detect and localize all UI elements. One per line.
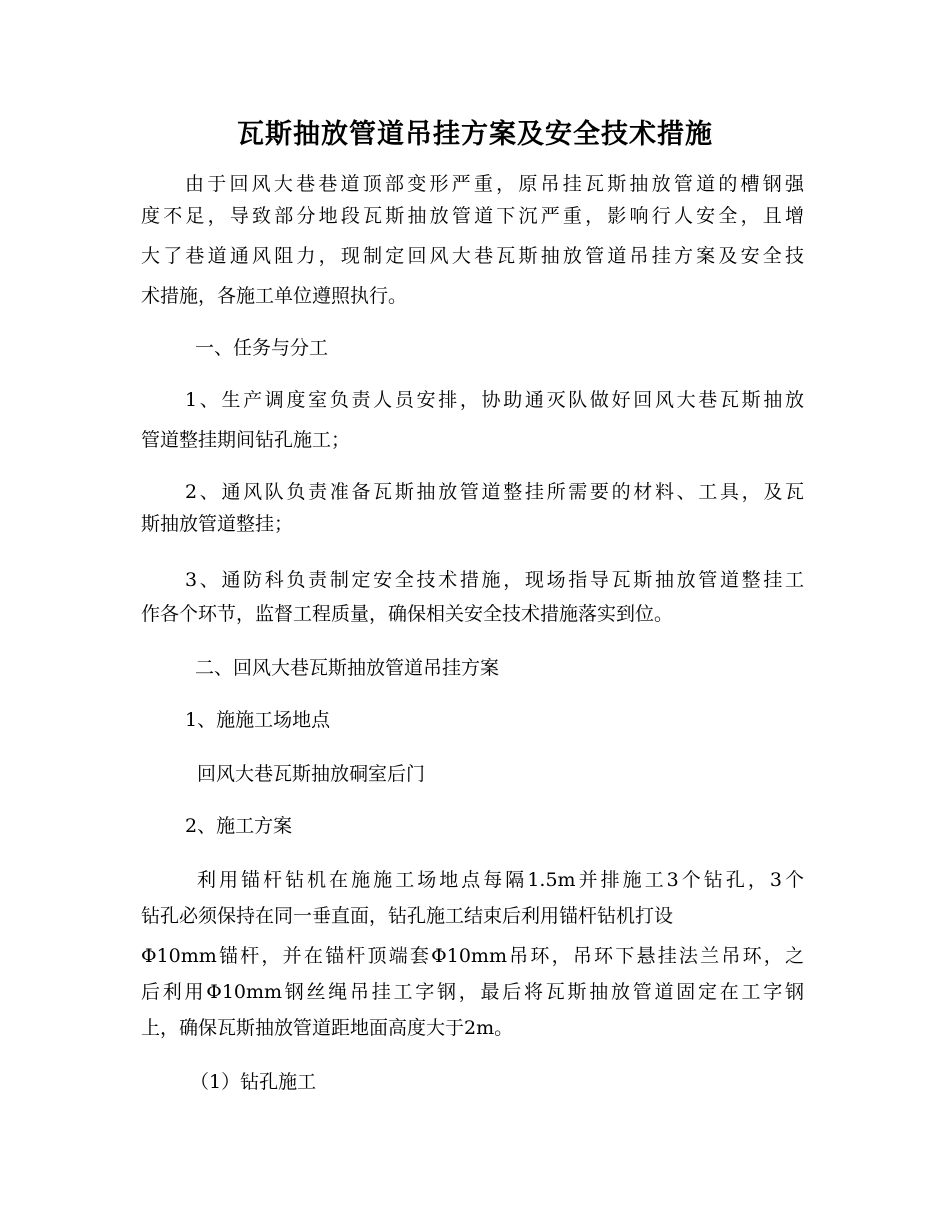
section-1-heading: 一、任务与分工 <box>195 337 329 359</box>
sub-2-line-2: 钻孔必须保持在同一垂直面，钻孔施工结束后利用锚杆钻机打设 <box>141 905 674 927</box>
sub-3-heading: （1）钻孔施工 <box>190 1071 317 1093</box>
intro-line-4: 术措施，各施工单位遵照执行。 <box>141 285 408 307</box>
item-3-line-2: 作各个环节，监督工程质量，确保相关安全技术措施落实到位。 <box>141 603 674 625</box>
item-3-line-1: 3、通防科负责制定安全技术措施，现场指导瓦斯抽放管道整挂工 <box>185 569 804 591</box>
section-2-heading: 二、回风大巷瓦斯抽放管道吊挂方案 <box>195 657 500 679</box>
item-2-line-1: 2、通风队负责准备瓦斯抽放管道整挂所需要的材料、工具，及瓦 <box>185 481 804 503</box>
sub-2-line-1: 利用锚杆钻机在施施工场地点每隔1.5m并排施工3个钻孔，3个 <box>197 869 804 891</box>
sub-1-text: 回风大巷瓦斯抽放硐室后门 <box>197 763 426 785</box>
intro-line-3: 大了巷道通风阻力，现制定回风大巷瓦斯抽放管道吊挂方案及安全技 <box>141 245 804 267</box>
sub-2-line-3: Φ10mm锚杆，并在锚杆顶端套Φ10mm吊环，吊环下悬挂法兰吊环，之 <box>141 945 804 967</box>
item-1-line-2: 管道整挂期间钻孔施工； <box>141 429 351 451</box>
document-title: 瓦斯抽放管道吊挂方案及安全技术措施 <box>237 119 713 150</box>
item-2-line-2: 斯抽放管道整挂； <box>141 513 294 535</box>
intro-line-2: 度不足，导致部分地段瓦斯抽放管道下沉严重，影响行人安全，且增 <box>141 205 804 227</box>
sub-1-heading: 1、施施工场地点 <box>185 709 331 731</box>
sub-2-line-4: 后利用Φ10mm钢丝绳吊挂工字钢，最后将瓦斯抽放管道固定在工字钢 <box>141 981 804 1003</box>
sub-2-heading: 2、施工方案 <box>185 815 293 837</box>
sub-2-line-5: 上，确保瓦斯抽放管道距地面高度大于2m。 <box>141 1017 514 1039</box>
item-1-line-1: 1、生产调度室负责人员安排，协助通灭队做好回风大巷瓦斯抽放 <box>185 389 804 411</box>
intro-line-1: 由于回风大巷巷道顶部变形严重，原吊挂瓦斯抽放管道的槽钢强 <box>185 173 804 195</box>
